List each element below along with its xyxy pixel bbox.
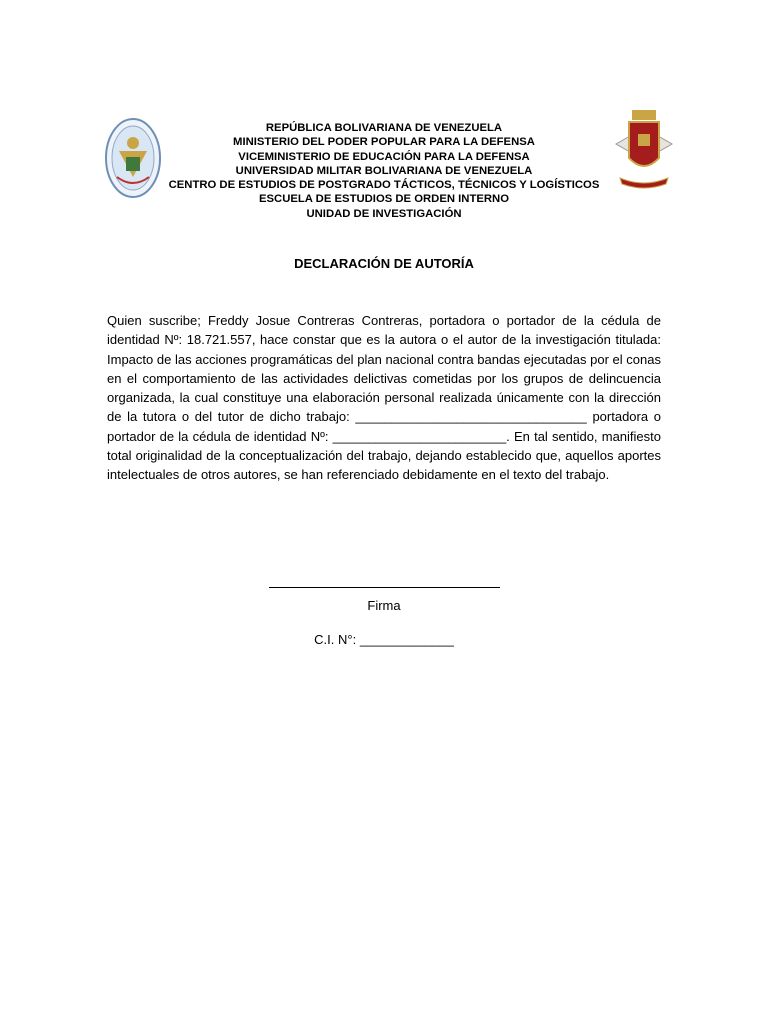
signature-label: Firma: [367, 598, 401, 613]
declaration-paragraph: Quien suscribe; Freddy Josue Contreras Contreras, portadora o portador de la cédula de identidad Nº: 18.721.557, hace constar que es la autora o el autor de la investigación titulada: Impacto de las acciones programáticas del plan nacional contra bandas ejecutadas por el conas en el comportamiento de las actividades delictivas cometidas por los grupos de delincuencia organizada, la cual constituye una elaboración personal realizada únicamente con la dirección de la tutora o del tutor de dicho trabajo: ________________________________ portadora o portador de la cédula de identidad Nº: ________________________. En tal sentido, manifiesto total originalidad de la conceptualización del trabajo, dejando establecido que, aquellos aportes intelectuales de otros autores, se han referenciado debidamente en el texto del trabajo.: [107, 313, 661, 483]
header-line: UNIDAD DE INVESTIGACIÓN: [306, 207, 462, 220]
header-line: CENTRO DE ESTUDIOS DE POSTGRADO TÁCTICOS, TÉCNICOS Y LOGÍSTICOS: [168, 179, 600, 192]
header-line: VICEMINISTERIO DE EDUCACIÓN PARA LA DEFENSA: [238, 150, 530, 163]
header-line: UNIVERSIDAD MILITAR BOLIVARIANA DE VENEZUELA: [235, 164, 533, 177]
header-line: MINISTERIO DEL PODER POPULAR PARA LA DEFENSA: [233, 136, 535, 149]
header-line: ESCUELA DE ESTUDIOS DE ORDEN INTERNO: [258, 193, 510, 206]
ci-field: C.I. N°: _____________: [314, 632, 454, 647]
military-coat-of-arms-icon: [612, 108, 676, 192]
document-title: DECLARACIÓN DE AUTORÍA: [294, 256, 474, 271]
header-line: REPÚBLICA BOLIVARIANA DE VENEZUELA: [265, 122, 503, 134]
institution-header: [150, 121, 618, 221]
signature-line: [269, 587, 500, 588]
